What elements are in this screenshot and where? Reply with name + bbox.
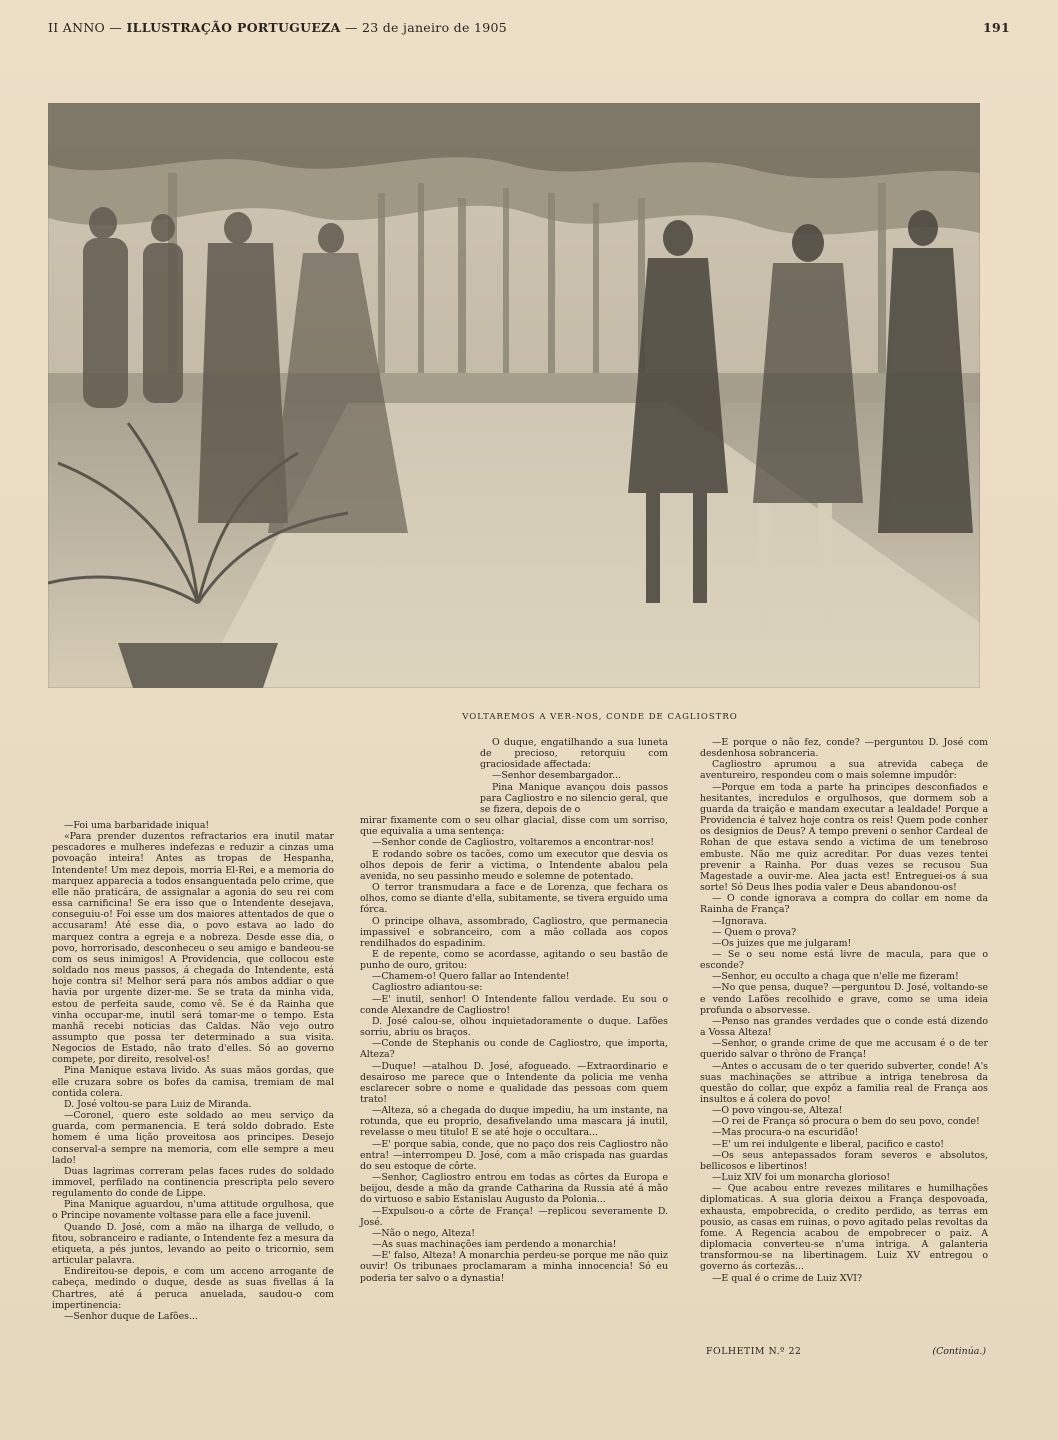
- paragraph: —Os seus antepassados foram severos e absolutos, bellicosos e libertinos!: [700, 1149, 988, 1172]
- publication-title: ILLUSTRAÇÃO PORTUGUEZA: [126, 20, 341, 35]
- paragraph: Quando D. José, com a mão na ilharga de velludo, o fitou, sobranceiro e radiante, o Intendente fez a mesura da etiqueta, a pés juntos, levando ao peito o tricornio, sem articular palavra.: [52, 1221, 334, 1267]
- paragraph: —As suas machinações iam perdendo a monarchia!: [372, 1239, 617, 1251]
- paragraph: «Para prender duzentos refractarios era inutil matar pescadores e mulheres indefezas e reduzir a cinzas uma povoação inteira! Antes as tropas de Hespanha, Intendente! Um mez depois, morria El-Rei, e a memoria do marquez apparecia a todos ensanguentada pelo crime, que elle não praticára, de assignalar a agonia do seu rei com essa carnificina! Se era isso que o Intendente desejava, conseguiu-o! Foi esse um dos maiores attentados de que o accusaram! Até esse dia, o povo estava ao lado do marquez contra a egreja e a nobreza. Desde esse dia, o povo, horrorisado, desconheceu o seu amigo e bandeou-se com os seus inimigos! A Providencia, que collocou este soldado nos meus passos, á chegada do Intendente, está hoje contra si! Melhor será para nós ambos addiar o que havia por urgente dizer-me. Se se trata da minha vida, estou de perfeita saude, como vê. Se é da Rainha que vinha occupar-me, inutil será tomar-me o tempo. Esta manhã recebi noticias das Caldas. Não vejo outro assumpto que possa ter determinado a sua visita. Negocios de Estado, não trato d'elles. Só ao governo compete, por direito, resolvel-os!: [52, 831, 334, 1066]
- paragraph: —Porque em toda a parte ha principes desconfiados e hesitantes, incredulos e orgulhosos, que dormem sob a guarda da traição e mandam executar a lealdade! Porque a Providencia é talvez hoje contra os reis! Quem pode conher os designios de Deus? A tempo preveni o senhor Cardeal de Rohan de que estava sendo a victima de um tenebroso embuste. Não me quiz acreditar. Por duas vezes tentei prevenir a Rainha. Por duas vezes se recusou Sua Magestade a ouvir-me. Alea jacta est! Entreguei-os á sua sorte! Só Deus lhes podia valer e Deus abandonou-os!: [700, 781, 988, 894]
- paragraph: —E porque o não fez, conde? —perguntou D. José com desdenhosa sobranceria.: [700, 737, 988, 760]
- volume-label: II ANNO: [48, 20, 106, 35]
- illustration-caption: VOLTAREMOS A VER-NOS, CONDE DE CAGLIOSTRO: [462, 712, 738, 722]
- paragraph: Pina Manique estava livido. As suas mãos gordas, que elle cruzara sobre os bofes da camisa, tremiam de mal contida colera.: [52, 1065, 334, 1099]
- paragraph: —Senhor desembargador...: [492, 770, 622, 782]
- paragraph: —E qual é o crime de Luiz XVI?: [712, 1272, 862, 1284]
- paragraph: —Foi uma barbaridade iniqua!: [64, 820, 210, 831]
- paragraph: —Os juizes que me julgaram!: [712, 937, 852, 949]
- paragraph: —Expulsou-o a côrte de França! —replicou severamente D. José.: [360, 1205, 668, 1228]
- paragraph: Cagliostro adiantou-se:: [372, 982, 483, 994]
- paragraph: —E' inutil, senhor! O Intendente fallou verdade. Eu sou o conde Alexandre de Cagliostro!: [360, 993, 668, 1016]
- paragraph: —Senhor conde de Cagliostro, voltaremos a encontrar-nos!: [372, 837, 655, 849]
- paragraph: —Chamem-o! Quero fallar ao Intendente!: [372, 971, 570, 983]
- paragraph: D. José voltou-se para Luiz de Miranda.: [64, 1098, 252, 1110]
- folhetim-number: FOLHETIM N.º 22: [706, 1346, 802, 1357]
- paragraph: —Senhor duque de Lafões...: [64, 1310, 198, 1322]
- continua-note: (Continúa.): [932, 1346, 986, 1357]
- paragraph: —Senhor, eu occulto a chaga que n'elle me fizeram!: [712, 971, 959, 983]
- engraving-illustration: [48, 103, 980, 688]
- paragraph: — Que acabou entre revezes militares e humilhações diplomaticas. A sua gloria deixou a França despovoada, exhausta, empobrecida, o credito perdido, as terras em pousio, as casas em ruinas, o povo agitado pelas revoltas da fome. A Regencia acabou de empobrecer o paiz. A diplomacia converteu-se n'uma intriga. A galanteria transformou-se na libertinagem. Luiz XV entregou o governo ás cortezãs...: [700, 1183, 988, 1273]
- header-left: II ANNO — ILLUSTRAÇÃO PORTUGUEZA — 23 de janeiro de 1905: [48, 20, 507, 35]
- paragraph: Duas lagrimas correram pelas faces rudes do soldado immovel, perfilado na continencia prescripta pelo severo regulamento do conde de Lippe.: [52, 1165, 334, 1200]
- paragraph: —Luiz XIV foi um monarcha glorioso!: [712, 1172, 891, 1184]
- paragraph: —E' porque sabia, conde, que no paço dos reis Cagliostro não entra! —interrompeu D. José, com a mão crispada nas guardas do seu estoque de côrte.: [360, 1138, 668, 1172]
- paragraph: —Duque! —atalhou D. José, afogueado. —Extraordinario e desairoso me parece que o Intendente da policia me venha esclarecer sobre o nome e qualidade das pessoas com quem trato!: [360, 1060, 668, 1105]
- paragraph: —Penso nas grandes verdades que o conde está dizendo a Vossa Alteza!: [700, 1015, 988, 1039]
- paragraph: —Senhor, Cagliostro entrou em todas as côrtes da Europa e beijou, desde a mão da grande Catharina da Russia até á mão do virtuoso e sabio Estanislau Augusto da Polonia...: [360, 1172, 668, 1206]
- paragraph: O terror transmudara a face e de Lorenza, que fechara os olhos, como se diante d'ella, subitamente, se tivera erguido uma fórca.: [360, 882, 668, 916]
- paragraph: —E' um rei indulgente e liberal, pacifico e casto!: [712, 1138, 945, 1150]
- paragraph: E de repente, como se acordasse, agitando o seu bastão de punho de ouro, gritou:: [360, 948, 668, 972]
- paragraph: O principe olhava, assombrado, Cagliostro, que permanecia impassivel e sobranceiro, com a mão collada aos copos rendilhados do espadinim.: [360, 915, 668, 949]
- paragraph: —No que pensa, duque? —perguntou D. José, voltando-se e vendo Lafões recolhido e grave, como se uma ideia profunda o absorvesse.: [700, 982, 988, 1016]
- paragraph: — O conde ignorava a compra do collar em nome da Rainha de França?: [700, 893, 988, 916]
- paragraph: E rodando sobre os tacões, como um executor que desvia os olhos depois de ferir a victima, o Intendente abalou pela avenida, no seu passinho meudo e solemne de potentado.: [360, 848, 668, 882]
- issue-date: 23 de janeiro de 1905: [361, 20, 507, 35]
- paragraph: — Se o seu nome está livre de macula, para que o esconde?: [700, 948, 988, 972]
- text-column-2: [360, 737, 668, 1284]
- paragraph: —Conde de Stephanis ou conde de Cagliostro, que importa, Alteza?: [360, 1038, 668, 1061]
- paragraph: —Alteza, só a chegada do duque impediu, ha um instante, na rotunda, que eu proprio, desafivelando uma mascara já inutil, revelasse o meu titulo! E se até hoje o occultara...: [360, 1105, 668, 1139]
- paragraph: —O rei de França só procura o bem do seu povo, conde!: [712, 1116, 980, 1128]
- paragraph: Cagliostro aprumou a sua atrevida cabeça de aventureiro, respondeu com o mais solemne impudôr:: [700, 759, 988, 782]
- narrow-block: [360, 737, 668, 815]
- text-column-3: [700, 737, 988, 1284]
- paragraph: —Senhor, o grande crime de que me accusam é o de ter querido salvar o thròno de França!: [700, 1038, 988, 1061]
- paragraph: Endireitou-se depois, e com um acceno arrogante de cabeça, medindo o duque, desde as suas fivellas á la Chartres, até á peruca anuelada, saudou-o com impertinencia:: [52, 1266, 334, 1311]
- paragraph: O duque, engatilhando a sua luneta de precioso, retorquiu com graciosidade affectada:: [480, 737, 668, 771]
- paragraph: —Não o nego, Alteza!: [372, 1227, 475, 1239]
- paragraph: —Antes o accusam de o ter querido subverter, conde! A's suas machinações se attribue a intriga tenebrosa da questão do collar, que expôz a familia real de França aos insultos e á colera do povo!: [700, 1060, 988, 1105]
- running-header: [48, 20, 1010, 40]
- paragraph: —Mas procura-o na escuridão!: [712, 1127, 859, 1139]
- paragraph: —O povo vingou-se, Alteza!: [712, 1105, 843, 1117]
- text-column-1: [52, 820, 334, 1322]
- paragraph: —Ignorava.: [712, 915, 767, 927]
- paragraph: Pina Manique aguardou, n'uma attitude orgulhosa, que o Principe novamente voltasse para elle a face juvenil.: [52, 1199, 334, 1222]
- paragraph: Pina Manique avançou dois passos para Cagliostro e no silencio geral, que se fizera, depois de o: [480, 781, 668, 815]
- paragraph: —E' falso, Alteza! A monarchia perdeu-se porque me não quiz ouvir! Os tribunaes proclamaram a minha innocencia! Só eu poderia ter salvo o a dynastia!: [360, 1250, 668, 1284]
- page-number: 191: [983, 20, 1010, 35]
- paragraph: mirar fixamente com o seu olhar glacial, disse com um sorriso, que equivalia a uma sentença:: [360, 815, 668, 838]
- paragraph: —Coronel, quero este soldado ao meu serviço da guarda, com permanencia. E terá soldo dobrado. Este homem é uma lição proveitosa aos principes. Desejo conserval-a sempre na memoria, com elle sempre a meu lado!: [52, 1110, 334, 1166]
- paragraph: D. José calou-se, olhou inquietadoramente o duque. Lafões sorriu, abriu os braços.: [360, 1015, 668, 1039]
- paragraph: — Quem o prova?: [712, 926, 797, 938]
